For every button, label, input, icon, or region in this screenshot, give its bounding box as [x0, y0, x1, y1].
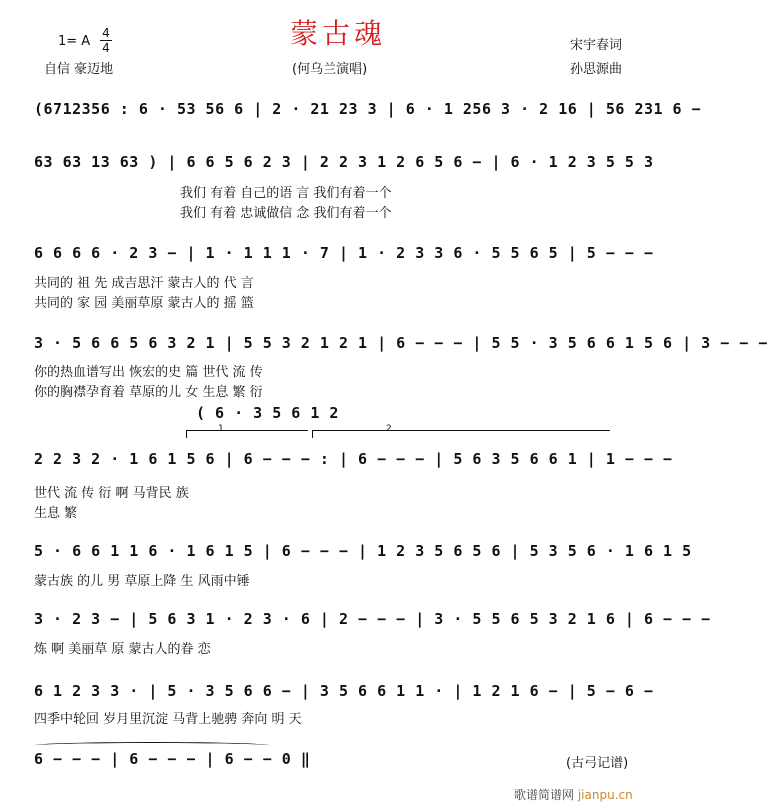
lyric-line-3b: 共同的 家 园 美丽草原 蒙古人的 摇 篮 — [34, 296, 254, 311]
lyric-line-2a: 我们 有着 自己的语 言 我们有着一个 — [180, 186, 392, 201]
notation-line-8: 3 · 2 3 − | 5 6 3 1 · 2 3 · 6 | 2 − − − | 3 · 5 5 6 5 3 2 1 6 | 6 − − − — [34, 610, 711, 628]
song-title: 蒙古魂 — [289, 17, 386, 50]
volta-2-label: 2 — [386, 424, 392, 434]
lyric-line-9: 四季中轮回 岁月里沉淀 马背上驰骋 奔向 明 天 — [34, 712, 302, 727]
lyric-line-2b: 我们 有着 忠诚做信 念 我们有着一个 — [180, 206, 392, 221]
volta-1-label: 1 — [218, 424, 224, 434]
lyric-line-6a: 世代 流 传 衍 啊 马背民 族 — [34, 486, 189, 501]
notation-line-5: ( 6 · 3 5 6 1 2 — [196, 404, 339, 422]
lyric-line-4a: 你的热血谱写出 恢宏的史 篇 世代 流 传 — [34, 365, 263, 380]
volta-1-start — [186, 430, 187, 438]
lyric-line-7: 蒙古族 的儿 男 草原上降 生 风雨中锤 — [34, 574, 250, 589]
lyric-line-3a: 共同的 祖 先 成吉思汗 蒙古人的 代 言 — [34, 276, 254, 291]
lyric-line-6b: 生息 繁 — [34, 506, 78, 521]
time-signature — [100, 26, 112, 55]
volta-2-bracket — [312, 430, 610, 431]
notation-line-7: 5 · 6 6 1 1 6 · 1 6 1 5 | 6 − − − | 1 2 3 5 6 5 6 | 5 3 5 6 · 1 6 1 5 — [34, 542, 692, 560]
final-tie — [34, 742, 270, 749]
key-signature: 1= A — [58, 34, 91, 49]
composer-credit: 孙思源曲 — [570, 62, 623, 77]
lyricist-credit: 宋宇春词 — [570, 38, 623, 53]
watermark-cn: 歌谱简谱网 — [514, 788, 575, 802]
time-bottom: 4 — [102, 41, 110, 55]
lyric-line-8: 炼 啊 美丽草 原 蒙古人的眷 恋 — [34, 642, 211, 657]
singer-credit: (何乌兰演唱) — [292, 62, 368, 77]
notation-line-10: 6 − − − | 6 − − − | 6 − − 0 ‖ — [34, 750, 311, 768]
site-watermark — [514, 786, 633, 803]
volta-2-start — [312, 430, 313, 438]
lyric-line-4b: 你的胸襟孕育着 草原的儿 女 生息 繁 衍 — [34, 385, 263, 400]
time-top: 4 — [102, 26, 110, 40]
notation-line-3: 6 6 6 6 · 2 3 − | 1 · 1 1 1 · 7 | 1 · 2 3 3 6 · 5 5 6 5 | 5 − − − — [34, 244, 654, 262]
tempo-marking: 自信 豪迈地 — [44, 62, 114, 77]
transcriber-credit: (古弓记谱) — [566, 756, 629, 771]
notation-line-9: 6 1 2 3 3 · | 5 · 3 5 6 6 − | 3 5 6 6 1 1 · | 1 2 1 6 − | 5 − 6 − — [34, 682, 654, 700]
volta-1-bracket — [186, 430, 308, 431]
notation-line-1: (6712356 : 6 · 53 56 6 | 2 · 21 23 3 | 6 · 1 256 3 · 2 16 | 56 231 6 − — [34, 100, 702, 118]
notation-line-6: 2 2 3 2 · 1 6 1 5 6 | 6 − − − : | 6 − − − | 5 6 3 5 6 6 1 | 1 − − − — [34, 450, 673, 468]
notation-line-2: 63 63 13 63 ) | 6 6 5 6 2 3 | 2 2 3 1 2 6 5 6 − | 6 · 1 2 3 5 5 3 — [34, 153, 654, 171]
notation-line-4: 3 · 5 6 6 5 6 3 2 1 | 5 5 3 2 1 2 1 | 6 − − − | 5 5 · 3 5 6 6 1 5 6 | 3 − − − — [34, 334, 768, 352]
watermark-url: jianpu.cn — [577, 788, 633, 802]
